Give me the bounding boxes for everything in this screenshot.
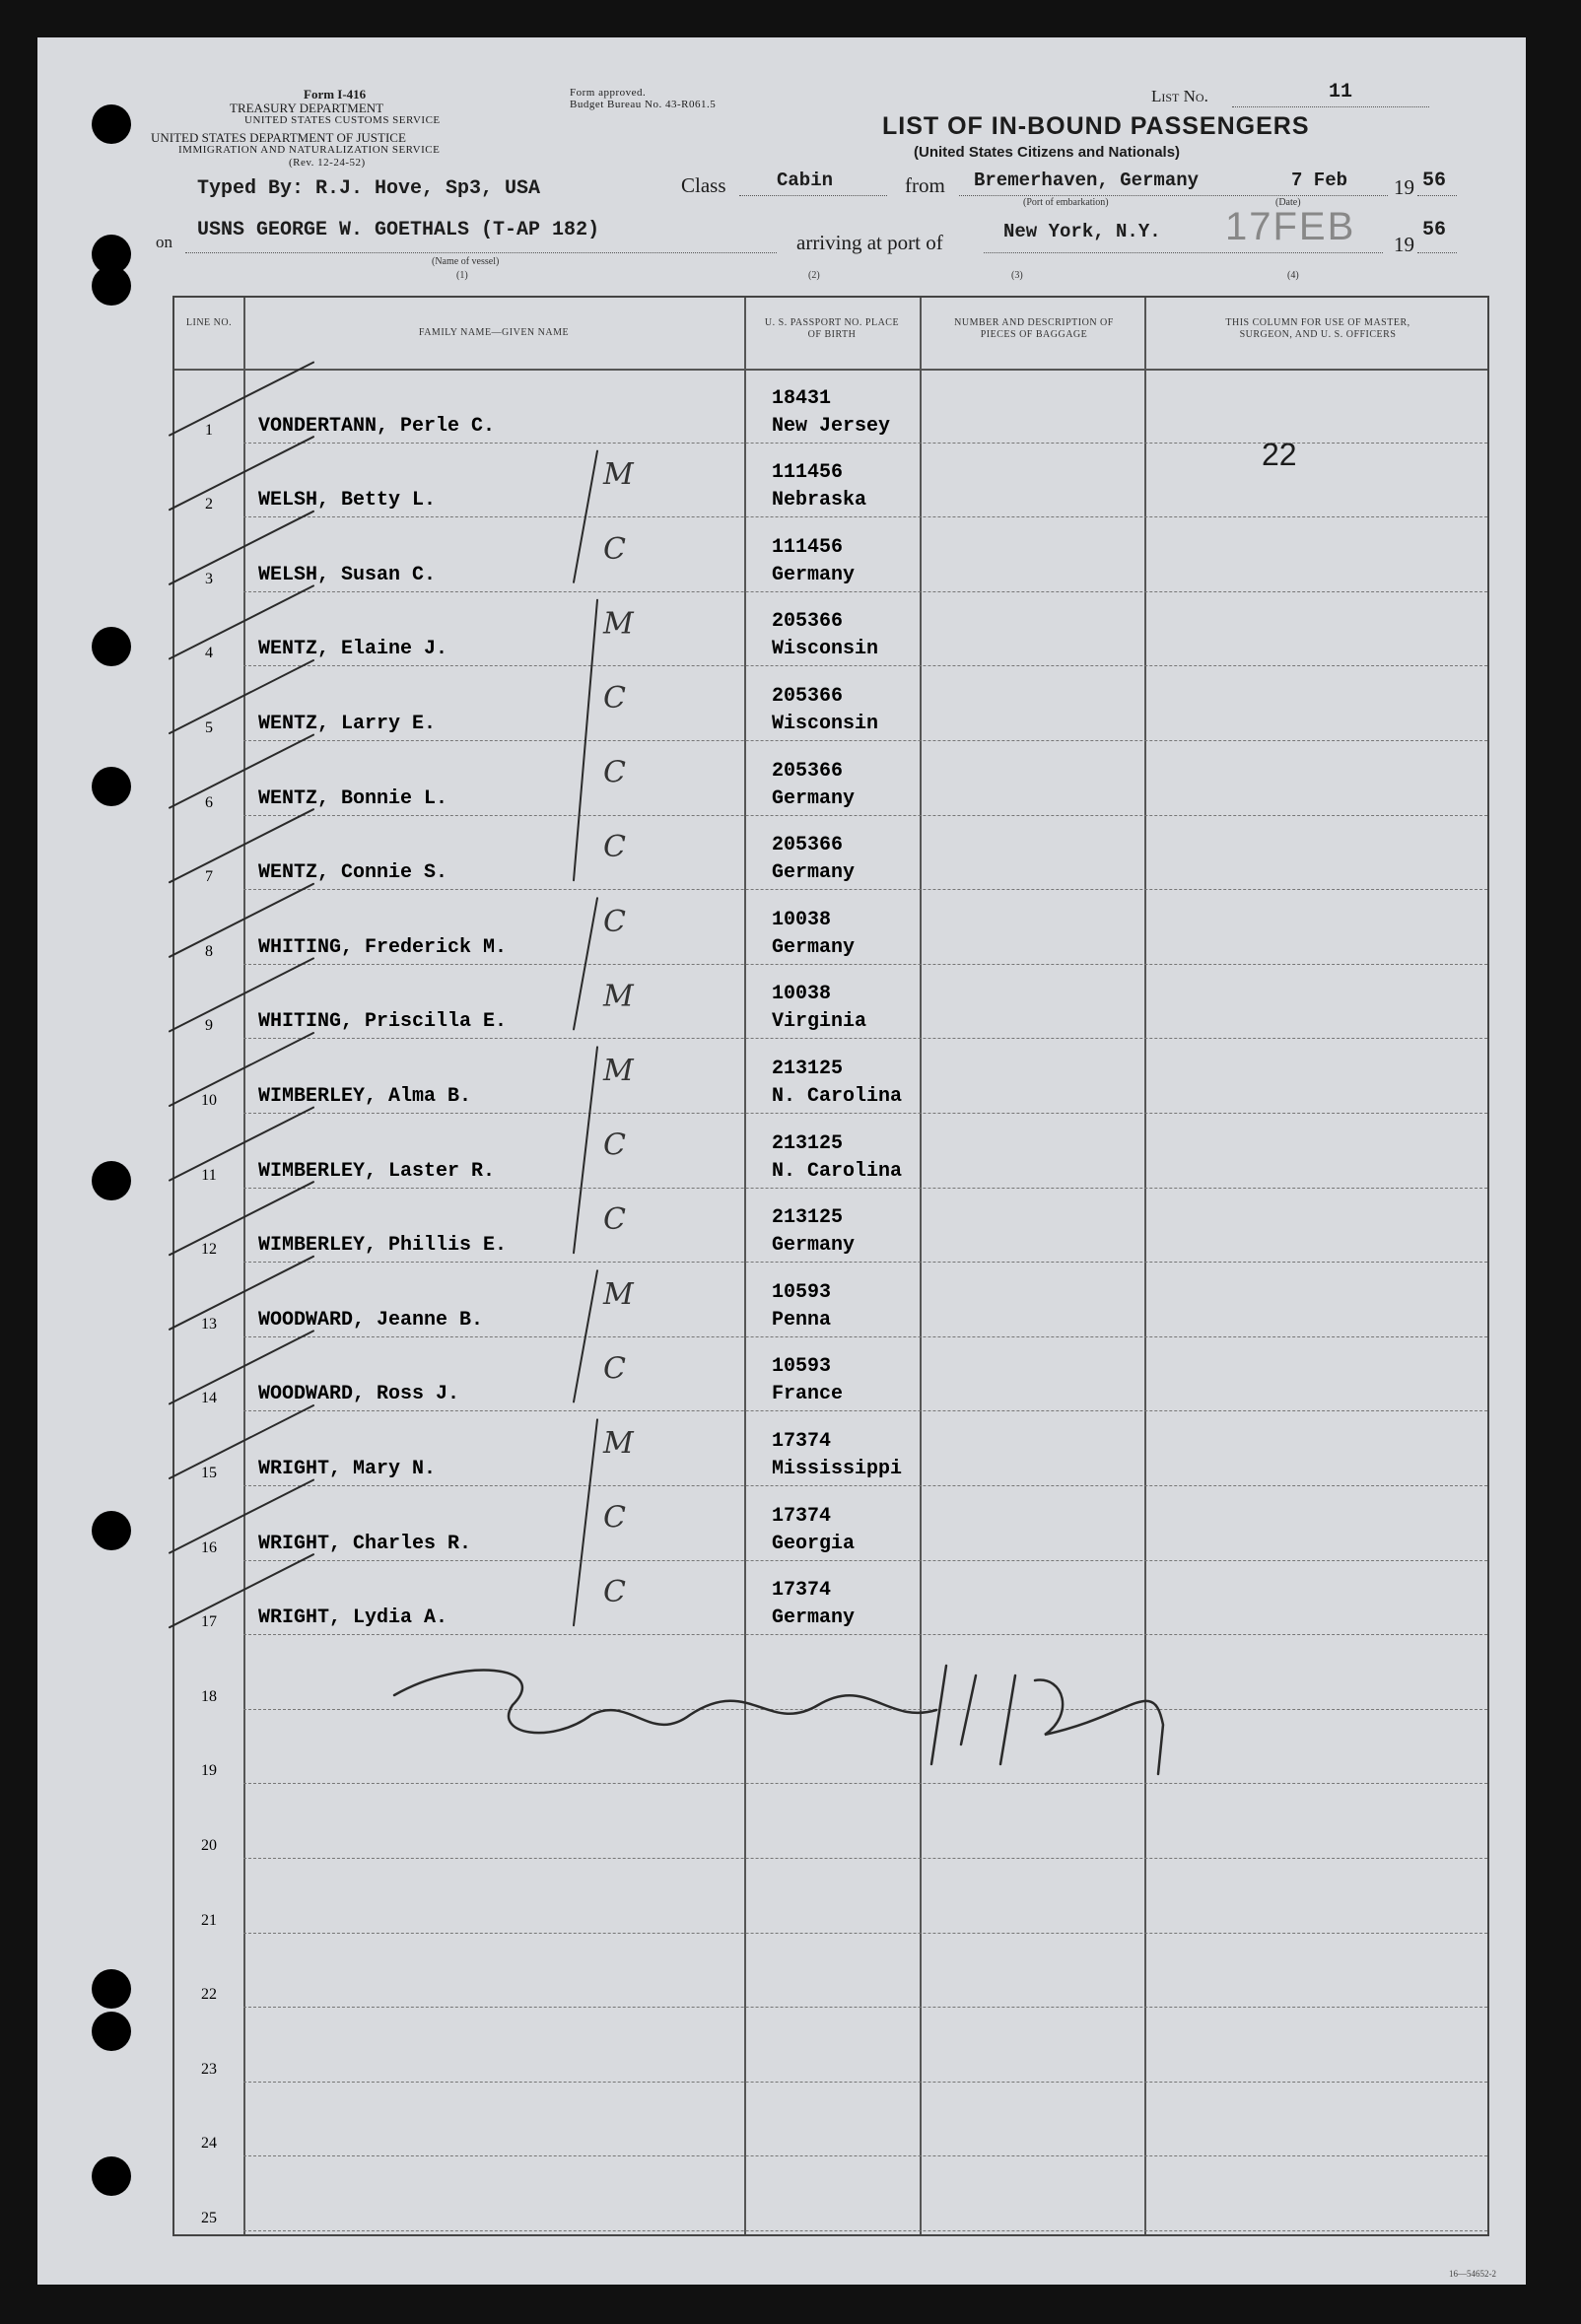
- place-of-birth: Germany: [772, 861, 856, 885]
- place-of-birth: New Jersey: [772, 414, 891, 438]
- passport-number: 205366: [772, 759, 844, 783]
- ins-service: IMMIGRATION AND NATURALIZATION SERVICE: [178, 144, 441, 156]
- class-label: Class: [681, 173, 726, 197]
- line-number: 15: [201, 1464, 217, 1481]
- passenger-name: WRIGHT, Lydia A.: [258, 1606, 448, 1630]
- port-caption: (Port of embarkation): [1023, 197, 1109, 208]
- family-bracket: [574, 898, 597, 1029]
- place-of-birth: Georgia: [772, 1532, 856, 1555]
- family-role-mark: M: [603, 1054, 634, 1088]
- passport-number: 213125: [772, 1206, 844, 1230]
- line-number: 25: [201, 2209, 217, 2226]
- line-number: 7: [205, 868, 213, 886]
- line-number: 19: [201, 1762, 217, 1780]
- place-of-birth: Wisconsin: [772, 638, 879, 661]
- line-number: 14: [201, 1390, 217, 1407]
- passenger-name: WENTZ, Bonnie L.: [258, 786, 448, 810]
- passport-number: 205366: [772, 684, 844, 708]
- form-number: Form I-416: [304, 87, 367, 102]
- family-bracket: [574, 600, 597, 880]
- family-role-mark: C: [603, 1202, 626, 1238]
- line-number: 6: [205, 793, 213, 811]
- family-role-mark: C: [603, 1575, 626, 1610]
- check-mark: [170, 1331, 313, 1403]
- line-number: 11: [201, 1166, 217, 1184]
- family-role-mark: C: [603, 531, 626, 567]
- family-role-mark: M: [603, 1426, 634, 1461]
- list-no-value: 11: [1329, 81, 1353, 103]
- passenger-name: WENTZ, Elaine J.: [258, 638, 448, 661]
- line-number: 3: [205, 570, 213, 587]
- form-subtitle: (United States Citizens and Nationals): [914, 144, 1181, 161]
- line-number: 5: [205, 718, 213, 736]
- passenger-name: VONDERTANN, Perle C.: [258, 414, 496, 438]
- check-mark: [170, 735, 313, 808]
- year-prefix: 19: [1394, 175, 1414, 199]
- line-number: 23: [201, 2060, 217, 2078]
- line-number: 22: [201, 1986, 217, 2004]
- place-of-birth: N. Carolina: [772, 1159, 903, 1183]
- passport-number: 111456: [772, 461, 844, 485]
- place-of-birth: Germany: [772, 935, 856, 959]
- passenger-name: WENTZ, Connie S.: [258, 861, 448, 885]
- family-role-mark: C: [603, 830, 626, 865]
- passenger-name: WENTZ, Larry E.: [258, 712, 437, 735]
- line-number: 8: [205, 942, 213, 960]
- check-mark: [170, 585, 313, 658]
- place-of-birth: Wisconsin: [772, 712, 879, 735]
- family-bracket: [574, 451, 597, 582]
- passport-number: 111456: [772, 535, 844, 559]
- passenger-name: WELSH, Susan C.: [258, 563, 437, 586]
- line-number: 17: [201, 1613, 217, 1631]
- passenger-name: WRIGHT, Mary N.: [258, 1457, 437, 1480]
- place-of-birth: N. Carolina: [772, 1084, 903, 1108]
- family-role-mark: M: [603, 979, 634, 1014]
- passport-number: 205366: [772, 834, 844, 857]
- passport-number: 10038: [772, 908, 832, 931]
- passenger-name: WHITING, Priscilla E.: [258, 1010, 508, 1034]
- line-number: 21: [201, 1911, 217, 1929]
- check-mark: [170, 884, 313, 957]
- passenger-name: WOODWARD, Jeanne B.: [258, 1308, 484, 1332]
- passport-number: 17374: [772, 1429, 832, 1453]
- from-label: from: [905, 173, 945, 197]
- caption-1: (1): [456, 270, 468, 281]
- place-of-birth: Nebraska: [772, 489, 867, 513]
- line-number: 24: [201, 2135, 217, 2153]
- line-number: 9: [205, 1017, 213, 1035]
- place-of-birth: Virginia: [772, 1010, 867, 1034]
- col-header-name: FAMILY NAME—GIVEN NAME: [418, 327, 570, 338]
- family-role-mark: C: [603, 1500, 626, 1536]
- check-mark: [170, 1182, 313, 1255]
- check-mark: [170, 809, 313, 882]
- family-role-mark: C: [603, 1128, 626, 1163]
- passenger-name: WOODWARD, Ross J.: [258, 1383, 460, 1406]
- col-header-line-no: LINE NO.: [185, 317, 233, 328]
- signature: [394, 1671, 936, 1734]
- departure-date: 7 Feb: [1291, 170, 1348, 191]
- family-role-mark: C: [603, 681, 626, 716]
- line-number: 1: [205, 421, 213, 439]
- line-number: 12: [201, 1241, 217, 1259]
- family-bracket: [574, 1047, 597, 1253]
- passenger-name: WRIGHT, Charles R.: [258, 1532, 472, 1555]
- family-role-mark: M: [603, 606, 634, 642]
- justice-dept: UNITED STATES DEPARTMENT OF JUSTICE: [151, 130, 406, 145]
- family-role-mark: M: [603, 457, 634, 493]
- place-of-birth: Germany: [772, 786, 856, 810]
- place-of-birth: Germany: [772, 1606, 856, 1630]
- treasury-dept: TREASURY DEPARTMENT: [230, 101, 384, 115]
- check-mark: [170, 1108, 313, 1181]
- typed-by: Typed By: R.J. Hove, Sp3, USA: [197, 177, 541, 200]
- line-number: 2: [205, 496, 213, 513]
- place-of-birth: Germany: [772, 563, 856, 586]
- on-label: on: [156, 233, 172, 251]
- budget-bureau: Budget Bureau No. 43-R061.5: [570, 99, 717, 110]
- list-no-label: List No.: [1151, 87, 1208, 105]
- arrival-stamp: 17FEB: [1225, 205, 1356, 248]
- year-value: 56: [1422, 170, 1447, 192]
- passport-number: 17374: [772, 1579, 832, 1603]
- caption-2: (2): [808, 270, 820, 281]
- place-of-birth: France: [772, 1383, 844, 1406]
- line-number: 18: [201, 1687, 217, 1705]
- revision-date: (Rev. 12-24-52): [289, 157, 366, 169]
- col-header-officers: THIS COLUMN FOR USE OF MASTER, SURGEON, AND U. S. OFFICERS: [1225, 317, 1410, 340]
- col-header-passport: U. S. PASSPORT NO. PLACE OF BIRTH: [764, 317, 900, 340]
- arrival-port: New York, N.Y.: [1003, 221, 1161, 242]
- passport-number: 213125: [772, 1057, 844, 1080]
- class-value: Cabin: [777, 170, 834, 191]
- vessel-name: USNS GEORGE W. GOETHALS (T-AP 182): [197, 219, 600, 241]
- check-mark: [170, 437, 313, 510]
- place-of-birth: Germany: [772, 1234, 856, 1258]
- check-mark: [170, 363, 313, 436]
- officer-count: 22: [1262, 437, 1297, 472]
- check-mark: [170, 512, 313, 584]
- check-mark: [170, 1554, 313, 1627]
- place-of-birth: Mississippi: [772, 1457, 903, 1480]
- passport-number: 10593: [772, 1280, 832, 1304]
- passenger-name: WELSH, Betty L.: [258, 489, 437, 513]
- col-header-baggage: NUMBER AND DESCRIPTION OF PIECES OF BAGGAGE: [954, 317, 1114, 340]
- check-mark: [170, 958, 313, 1031]
- embarkation-port: Bremerhaven, Germany: [974, 170, 1200, 191]
- passenger-name: WHITING, Frederick M.: [258, 935, 508, 959]
- family-bracket: [574, 1270, 597, 1401]
- line-number: 13: [201, 1315, 217, 1333]
- caption-4: (4): [1287, 270, 1299, 281]
- form-approved: Form approved.: [570, 87, 647, 99]
- vessel-caption: (Name of vessel): [432, 256, 500, 267]
- family-role-mark: C: [603, 904, 626, 939]
- family-bracket: [574, 1419, 597, 1625]
- year2-value: 56: [1422, 219, 1447, 241]
- passenger-name: WIMBERLEY, Phillis E.: [258, 1234, 508, 1258]
- passport-number: 18431: [772, 386, 832, 410]
- caption-3: (3): [1011, 270, 1023, 281]
- check-mark: [170, 1033, 313, 1106]
- passport-number: 17374: [772, 1504, 832, 1528]
- form-title: LIST OF IN-BOUND PASSENGERS: [882, 112, 1310, 140]
- family-role-mark: M: [603, 1276, 634, 1312]
- passport-number: 10038: [772, 983, 832, 1006]
- passport-number: 213125: [772, 1131, 844, 1155]
- line-number: 16: [201, 1538, 217, 1556]
- customs-service: UNITED STATES CUSTOMS SERVICE: [244, 114, 441, 126]
- year2-prefix: 19: [1394, 233, 1414, 256]
- family-role-mark: C: [603, 1351, 626, 1387]
- passport-number: 10593: [772, 1355, 832, 1379]
- footer-code: 16—54652-2: [1449, 2269, 1496, 2279]
- line-number: 10: [201, 1091, 217, 1109]
- check-mark: [170, 1257, 313, 1330]
- date-caption: (Date): [1275, 197, 1301, 208]
- check-mark: [170, 1480, 313, 1553]
- line-number: 20: [201, 1836, 217, 1854]
- passenger-name: WIMBERLEY, Alma B.: [258, 1084, 472, 1108]
- arriving-label: arriving at port of: [796, 231, 943, 254]
- signature-date: [931, 1666, 1163, 1774]
- check-mark: [170, 660, 313, 733]
- place-of-birth: Penna: [772, 1308, 832, 1332]
- passport-number: 205366: [772, 610, 844, 634]
- family-role-mark: C: [603, 755, 626, 790]
- line-number: 4: [205, 645, 213, 662]
- passenger-name: WIMBERLEY, Laster R.: [258, 1159, 496, 1183]
- check-mark: [170, 1405, 313, 1478]
